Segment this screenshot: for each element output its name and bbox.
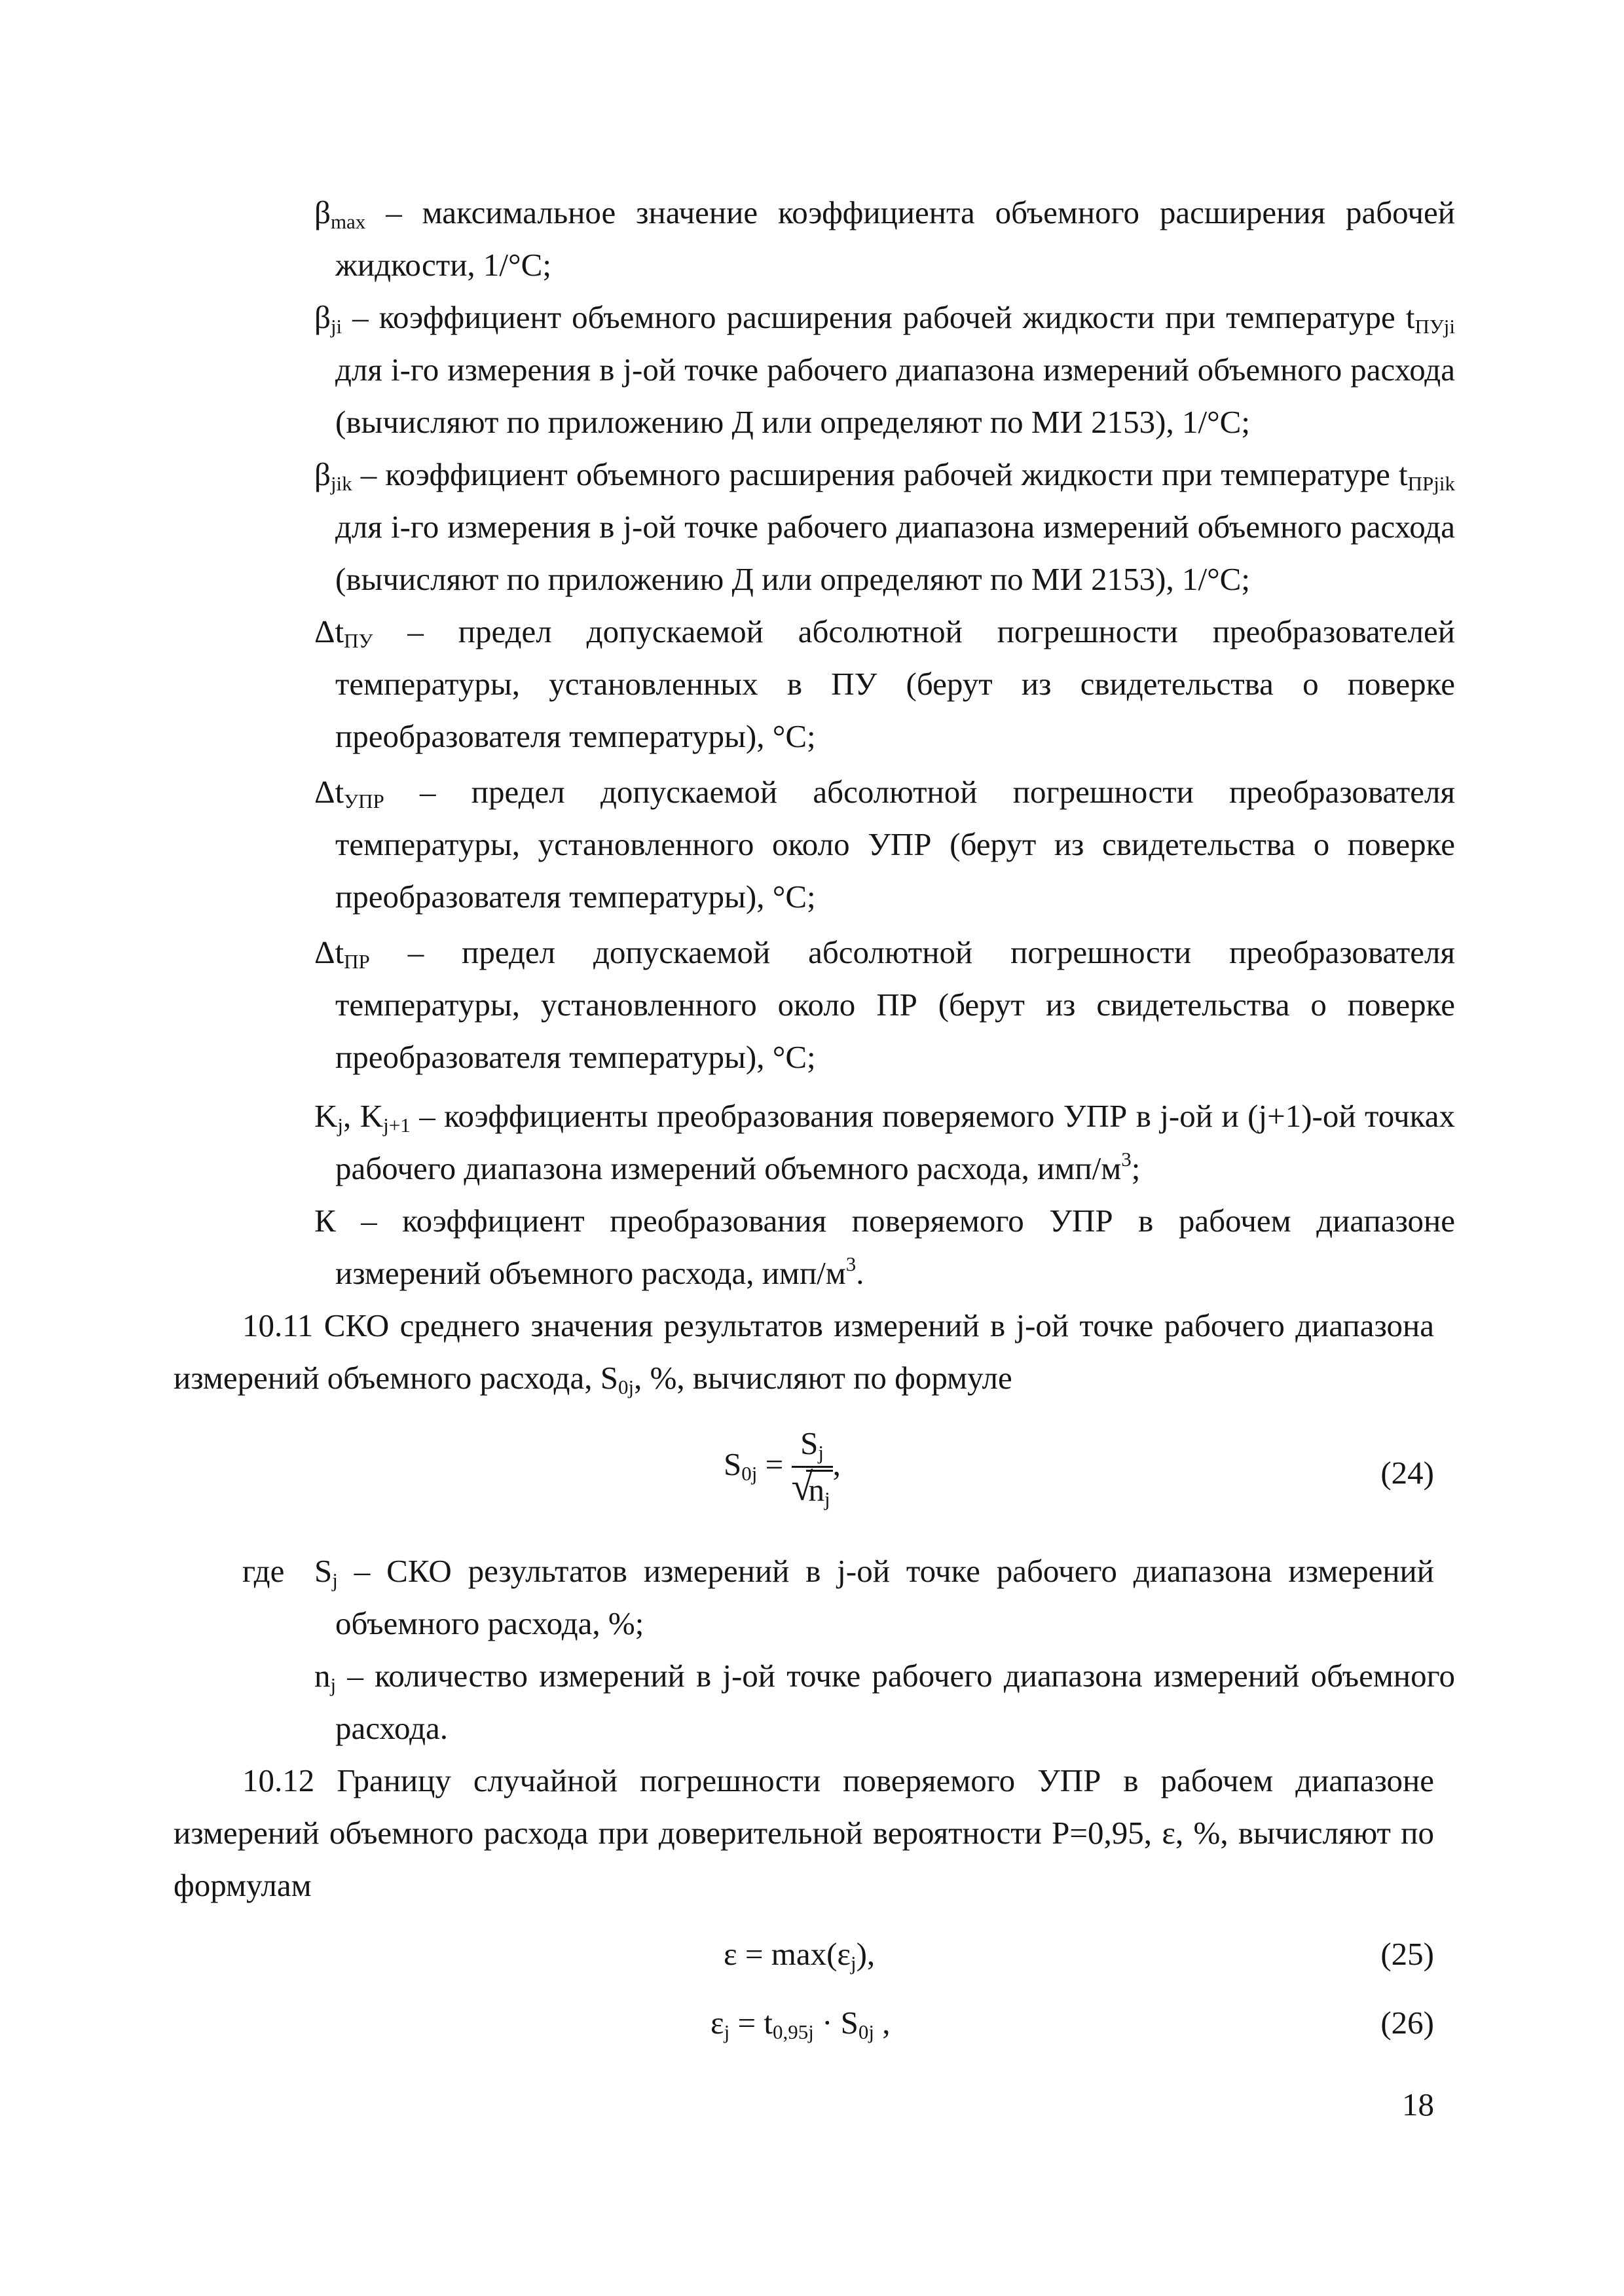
symbol-subscript: ПР	[344, 950, 370, 973]
definition-beta-jik	[314, 448, 1455, 606]
paragraph-10-11	[174, 1300, 1434, 1404]
symbol: β	[314, 194, 331, 230]
definition-text: – максимальное значение коэффициента объемного расширения рабочей жидкости, 1/°С;	[335, 194, 1455, 283]
definition-tail: .	[856, 1255, 864, 1291]
symbol-subscript: j	[337, 1114, 344, 1137]
definition-text: – предел допускаемой абсолютной погрешности преобразователя температуры, установленного около ПР (берут из свидетельства о поверке преобразователя температуры), °С;	[335, 934, 1455, 1075]
numerator-subscript: j	[818, 1441, 824, 1464]
formula-equals: =	[757, 1446, 792, 1482]
formula-part: ε = max(ε	[724, 1936, 851, 1972]
fraction	[792, 1424, 833, 1511]
formula-part-end: ,	[874, 2005, 891, 2041]
formula-lhs: S	[724, 1446, 742, 1482]
denominator-subscript: j	[824, 1487, 830, 1510]
paragraph-text: 10.11 СКО среднего значения результатов измерений в j-ой точке рабочего диапазона измерений объемного расхода, S	[174, 1307, 1434, 1396]
paragraph-10-12: 10.12 Границу случайной погрешности поверяемого УПР в рабочем диапазоне измерений объемного расхода при доверительной вероятности Р=0,95, ε, %, вычисляют по формулам	[174, 1762, 1434, 1903]
formula-part-3: · S	[813, 2005, 858, 2041]
where-item-s-j	[314, 1545, 1434, 1650]
definition-delta-t-pr	[314, 926, 1455, 1084]
formula-24	[724, 1424, 841, 1511]
symbol-2-subscript: j+1	[383, 1114, 411, 1137]
unit-superscript: 3	[1121, 1148, 1132, 1171]
formula-25	[724, 1935, 875, 1974]
symbol: K	[314, 1098, 338, 1134]
paragraph-text-cont: , %, вычисляют по формуле	[634, 1360, 1012, 1396]
definition-text: – предел допускаемой абсолютной погрешности преобразователей температуры, установленных в ПУ (берут из свидетельства о поверке преобразователя температуры), °С;	[335, 613, 1455, 754]
radical-sign-icon: √	[791, 1465, 813, 1508]
unit-superscript: 3	[845, 1252, 857, 1275]
symbol: β	[314, 299, 331, 335]
definition-tail: ;	[1131, 1150, 1141, 1186]
symbol: Δt	[314, 613, 344, 649]
formula-part-end: ),	[856, 1936, 876, 1972]
where-item-n-j	[314, 1650, 1455, 1755]
equation-number-25: (25)	[1380, 1936, 1434, 1972]
symbol-subscript: max	[330, 210, 366, 233]
where-block	[242, 1545, 1434, 1650]
equation-number-26: (26)	[1380, 2005, 1434, 2041]
numerator-symbol: S	[800, 1425, 819, 1461]
definition-k-j	[314, 1090, 1455, 1195]
definition-beta-ji	[314, 291, 1455, 448]
formula-lhs-subscript: 0j	[741, 1461, 758, 1485]
definition-text: – предел допускаемой абсолютной погрешности преобразователя температуры, установленного около УПР (берут из свидетельства о поверке преобразователя температуры), °С;	[335, 774, 1455, 915]
symbol-subscript: УПР	[344, 790, 384, 812]
square-root	[791, 1465, 833, 1511]
symbol-subscript: 0j	[618, 1376, 635, 1398]
definition-k	[314, 1195, 1455, 1300]
definition-delta-t-pu	[314, 606, 1455, 763]
formula-part: ε	[710, 2005, 724, 2041]
page-number: 18	[1402, 2086, 1434, 2123]
equation-number-24: (24)	[1380, 1455, 1434, 1491]
symbol-subscript: ПУ	[344, 629, 373, 652]
temperature-subscript: ПУji	[1414, 315, 1455, 338]
symbol: β	[314, 456, 331, 492]
where-word: где	[242, 1553, 285, 1589]
definition-text-cont: для i-го измерения в j-ой точке рабочего диапазона измерений объемного расхода (вычисляют по приложению Д или определяют по МИ 2153), 1/°С;	[335, 509, 1455, 597]
fraction-numerator	[792, 1424, 833, 1468]
definition-text: – коэффициент объемного расширения рабочей жидкости при температуре t	[342, 299, 1415, 335]
temperature-subscript: ПРjik	[1407, 472, 1455, 495]
symbol-subscript: jik	[330, 472, 352, 495]
formula-subscript-1: j	[724, 2020, 730, 2043]
definition-text-cont: для i-го измерения в j-ой точке рабочего диапазона измерений объемного расхода (вычисляют по приложению Д или определяют по МИ 2153), 1/°С;	[335, 352, 1455, 440]
definition-text: – СКО результатов измерений в j-ой точке рабочего диапазона измерений объемного расхода, %;	[335, 1553, 1434, 1641]
symbol-subscript: j	[330, 1673, 337, 1696]
symbol: Δt	[314, 934, 344, 970]
formula-subscript: j	[850, 1952, 857, 1975]
fraction-denominator	[791, 1465, 833, 1511]
denominator-symbol: n	[808, 1472, 825, 1508]
symbol-subscript: j	[332, 1569, 338, 1592]
symbol: Δt	[314, 774, 344, 810]
formula-26	[710, 2003, 891, 2043]
symbol-2: , K	[343, 1098, 384, 1134]
definition-delta-t-upr	[314, 766, 1455, 923]
symbol: К	[314, 1203, 336, 1239]
formula-subscript-3: 0j	[858, 2020, 875, 2043]
symbol: S	[314, 1553, 333, 1589]
symbol-subscript: ji	[330, 315, 342, 338]
definition-beta-max	[314, 187, 1455, 291]
definition-text: – коэффициенты преобразования поверяемого УПР в j-ой и (j+1)-ой точках рабочего диапазона измерений объемного расхода, имп/м	[335, 1098, 1455, 1186]
definition-text: – коэффициент преобразования поверяемого УПР в рабочем диапазоне измерений объемного расхода, имп/м	[335, 1203, 1455, 1291]
definition-text: – коэффициент объемного расширения рабочей жидкости при температуре t	[352, 456, 1408, 492]
definition-text: – количество измерений в j-ой точке рабочего диапазона измерений объемного расхода.	[335, 1658, 1455, 1746]
formula-part-2: = t	[729, 2005, 773, 2041]
symbol: n	[314, 1658, 331, 1694]
formula-trail: ,	[832, 1446, 841, 1482]
formula-subscript-2: 0,95j	[772, 2020, 814, 2043]
